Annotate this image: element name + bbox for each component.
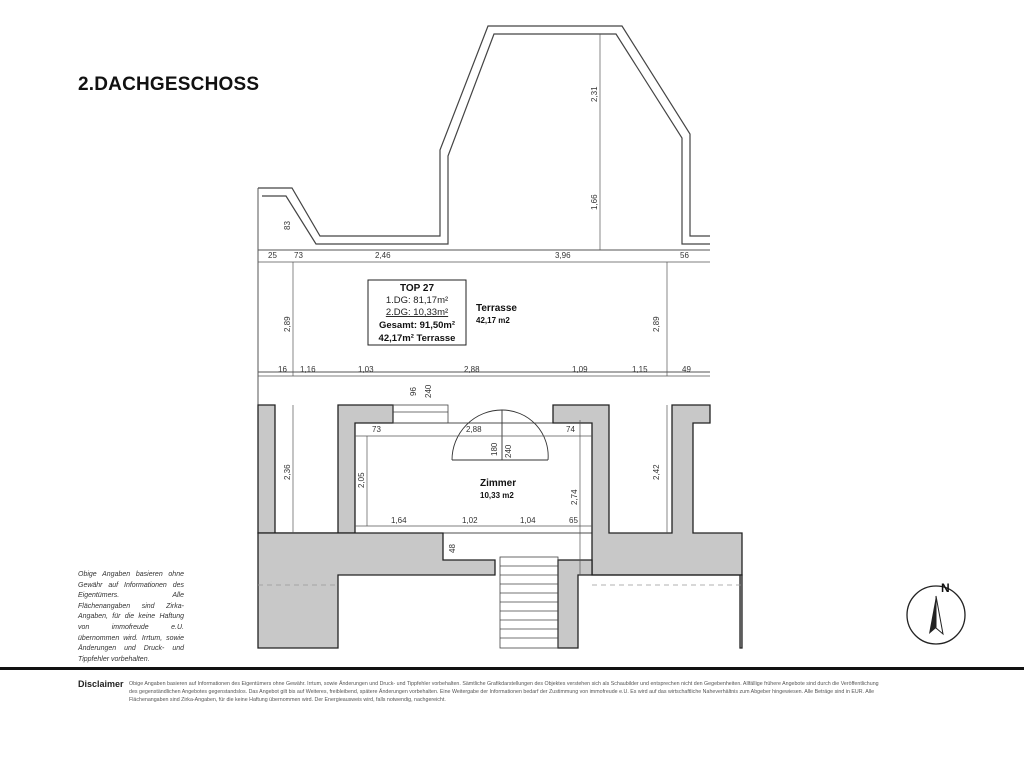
dim-label: 3,96 (555, 251, 571, 260)
info-line2: 2.DG: 10,33m² (385, 307, 449, 318)
side-note: Obige Angaben basieren ohne Gewähr auf Informationen des Eigentümers. Alle Flächenangaben sind Zirka-Angaben, für die keine Haftung von immofreude e.U. übernommen wird. Irrtum, sowie Änderungen und Druck- und Tippfehler vorbehalten. (78, 571, 184, 663)
disclaimer-label: Disclaimer (78, 679, 124, 689)
dim-label: 48 (448, 544, 457, 553)
dim-label: 1,15 (632, 365, 648, 374)
dim-label: 180 (490, 442, 499, 456)
room-zimmer-name: Zimmer (480, 478, 517, 489)
dim-label: 65 (569, 516, 578, 525)
dim-label: 16 (278, 365, 287, 374)
door-swing (452, 410, 548, 460)
dim-label: 1,16 (300, 365, 316, 374)
dim-label: 56 (680, 251, 689, 260)
dim-label: 2,46 (375, 251, 391, 260)
dim-label: 73 (294, 251, 303, 260)
info-line1: 1.DG: 81,17m² (385, 295, 449, 306)
dim-label: 74 (566, 425, 575, 434)
dim-label: 240 (424, 384, 433, 398)
dim-label: 1,09 (572, 365, 588, 374)
roof-outline (258, 26, 710, 244)
dim-label: 2,36 (283, 464, 292, 480)
dim-label: 49 (682, 365, 691, 374)
dim-label: 96 (409, 387, 418, 396)
dim-label: 25 (268, 251, 277, 260)
dim-label: 83 (283, 221, 292, 230)
dim-label: 2,42 (652, 464, 661, 480)
dim-label: 2,89 (283, 316, 292, 332)
window (393, 405, 448, 423)
dim-label: 240 (504, 444, 513, 458)
page-title: 2.DACHGESCHOSS (78, 74, 260, 95)
dim-label: 2,88 (466, 425, 482, 434)
info-terrace: 42,17m² Terrasse (378, 333, 456, 344)
disclaimer-text: Obige Angaben basieren auf Informationen des Eigentümers ohne Gewähr. Irrtum, sowie Änderungen und Druck- und Tippfehler vorbehalten. Sämtliche Grafikdarstellungen des Objektes verstehen sich als Schaubilder und entsprechen nicht den Gegebenheiten. Allfällige frühere Angebote sind durch die Veröffentlichung des gegenständlichen Angebotes gegenstandslos. Das Angebot gilt bis auf Weiteres, freibleibend, spätere Änderungen vorbehalten. Eine Weitergabe der Informationen bedarf der Zustimmung von immofreude e.U. Es wird auf das wirtschaftliche Naheverhältnis zum Abgeber hingewiesen. Alle Beträge sind in EUR. Alle Flächenangaben sind Zirka-Angaben, für die keine Haftung übernommen wird. Der Energieausweis wird, falls notwendig, nachgereicht. (129, 681, 879, 704)
footer-divider (0, 667, 1024, 670)
room-zimmer-area: 10,33 m2 (480, 491, 514, 500)
dim-label: 1,04 (520, 516, 536, 525)
dim-label: 1,02 (462, 516, 478, 525)
room-terrasse-name: Terrasse (476, 303, 517, 314)
dim-label: 2,74 (570, 489, 579, 505)
dim-label: 1,64 (391, 516, 407, 525)
info-total: Gesamt: 91,50m² (378, 320, 456, 331)
dim-label: 1,66 (590, 194, 599, 210)
info-title: TOP 27 (399, 283, 435, 294)
north-label: N (941, 581, 950, 595)
dim-label: 73 (372, 425, 381, 434)
dim-label: 2,89 (652, 316, 661, 332)
dim-label: 2,88 (464, 365, 480, 374)
info-box (368, 280, 466, 345)
north-arrow-icon (903, 580, 969, 646)
room-labels (476, 303, 517, 500)
dim-label: 2,31 (590, 86, 599, 102)
dim-label: 1,03 (358, 365, 374, 374)
dim-label: 2,05 (357, 472, 366, 488)
room-terrasse-area: 42,17 m2 (476, 316, 510, 325)
staircase (500, 557, 558, 648)
